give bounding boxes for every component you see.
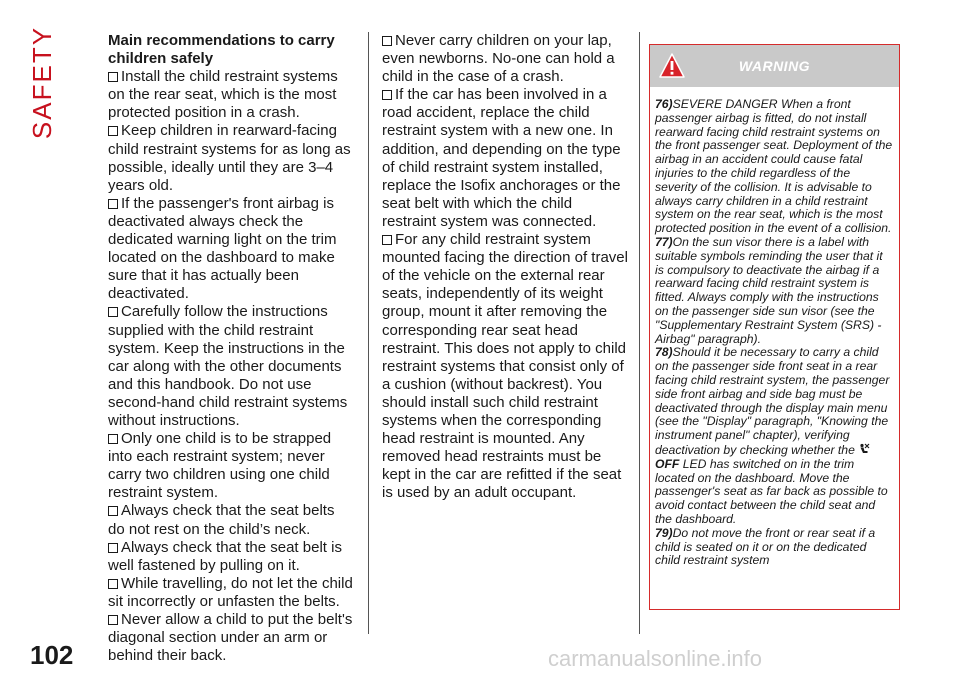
warning-number: 76) bbox=[655, 97, 673, 111]
list-item: Never allow a child to put the belt's diagonal section under an arm or behind their back. bbox=[108, 611, 353, 665]
warning-body bbox=[650, 87, 899, 568]
list-item: Carefully follow the instructions supplied with the child restraint system. Keep the instructions in the car along with the other documents and this handbook. Do not use second-hand child restraint systems without instructions. bbox=[108, 303, 348, 429]
middle-column bbox=[382, 32, 628, 502]
checkbox-bullet-icon bbox=[108, 434, 118, 444]
warning-number: 79) bbox=[655, 525, 673, 540]
list-item: Only one child is to be strapped into each restraint system; never carry two children using one child restraint system. bbox=[108, 430, 332, 502]
checkbox-bullet-icon bbox=[108, 126, 118, 136]
watermark: carmanualsonline.info bbox=[548, 646, 763, 671]
checkbox-bullet-icon bbox=[108, 615, 118, 625]
warning-entry: 79)Do not move the front or rear seat if a child is seated on it or on the dedicated child restraint system bbox=[655, 525, 876, 568]
list-item: Never carry children on your lap, even newborns. No-one can hold a child in the case of a crash. bbox=[382, 32, 615, 86]
warning-entry: 77)On the sun visor there is a label with suitable symbols reminding the user that it is compulsory to deactivate the airbag if a rearward facing child restraint system is fitted. Always comply with the instructions on the passenger side sun visor (see the "Supplementary Restraint System (SRS) - Airbag" paragraph). bbox=[655, 234, 883, 346]
warning-number: 77) bbox=[655, 234, 673, 249]
warning-number: 78) bbox=[655, 345, 673, 360]
checkbox-bullet-icon bbox=[382, 36, 392, 46]
checkbox-bullet-icon bbox=[108, 543, 118, 553]
list-item: Always check that the seat belt is well fastened by pulling on it. bbox=[108, 538, 342, 574]
list-item: Install the child restraint systems on the rear seat, which is the most protected position in a crash. bbox=[108, 68, 338, 122]
child-seat-airbag-icon bbox=[858, 443, 870, 455]
warning-header bbox=[650, 45, 899, 87]
list-item: If the passenger's front airbag is deactivated always check the dedicated warning light on the trim located on the dashboard to make sure that it has actually been deactivated. bbox=[108, 194, 337, 303]
exclamation-triangle-icon bbox=[658, 52, 686, 80]
warning-title: WARNING bbox=[738, 58, 811, 74]
column-divider bbox=[368, 32, 369, 634]
warning-entry: 76)SEVERE DANGER When a front passenger airbag is fitted, do not install rearward facing child restraint systems on the front passenger seat. Deployment of the airbag in an accident could cause fatal injuries to the child regardless of the severity of the collision. It is advisable to always carry children in a child restraint system on the rear seat, which is the most protected position in the event of a collision. bbox=[655, 97, 893, 236]
warning-box bbox=[649, 44, 900, 610]
off-indicator-label: OFF bbox=[655, 456, 680, 471]
checkbox-bullet-icon bbox=[108, 307, 118, 317]
list-item: If the car has been involved in a road accident, replace the child restraint system with a new one. In addition, and depending on the type of child restraint system installed, replace the Isofix anchorages or the seat belt with which the child restraint system was connected. bbox=[382, 86, 621, 230]
section-heading: Main recommendations to carry children safely bbox=[108, 32, 335, 68]
checkbox-bullet-icon bbox=[108, 506, 118, 516]
column-divider bbox=[639, 32, 640, 634]
list-item: Always check that the seat belts do not rest on the child’s neck. bbox=[108, 502, 335, 538]
checkbox-bullet-icon bbox=[108, 199, 118, 209]
list-item: For any child restraint system mounted facing the direction of travel of the vehicle on the external rear seats, independently of its weight group, mount it after removing the corresponding rear seat head restraint. This does not apply to child restraint systems that consist only of a cushion (without backrest). You should install such child restraint systems when the corresponding head restraint is mounted. Any removed head restraints must be kept in the car are refitted if the seat is used by an adult occupant. bbox=[382, 231, 628, 502]
left-column bbox=[108, 32, 354, 665]
page-number: 102 bbox=[30, 640, 74, 670]
section-label-text: SAFETY bbox=[27, 25, 58, 139]
checkbox-bullet-icon bbox=[382, 235, 392, 245]
list-item: Keep children in rearward-facing child restraint systems for as long as possible, ideally until they are 3–4 years old. bbox=[108, 122, 351, 194]
checkbox-bullet-icon bbox=[108, 72, 118, 82]
checkbox-bullet-icon bbox=[108, 579, 118, 589]
checkbox-bullet-icon bbox=[382, 90, 392, 100]
section-side-label bbox=[27, 25, 58, 139]
warning-entry: 78)Should it be necessary to carry a child on the passenger side front seat in a rear facing child restraint system, the passenger side front airbag and side bag must be deactivated through the display main menu (see the "Display" paragraph, "Knowing the instrument panel" chapter), verifying deactivation by checking whether the OFF LED has switched on in the trim located on the dashboard. Move the passenger's seat as far back as possible to avoid contact between the child seat and the dashboard. bbox=[655, 345, 890, 526]
list-item: While travelling, do not let the child sit incorrectly or unfasten the belts. bbox=[108, 574, 353, 610]
